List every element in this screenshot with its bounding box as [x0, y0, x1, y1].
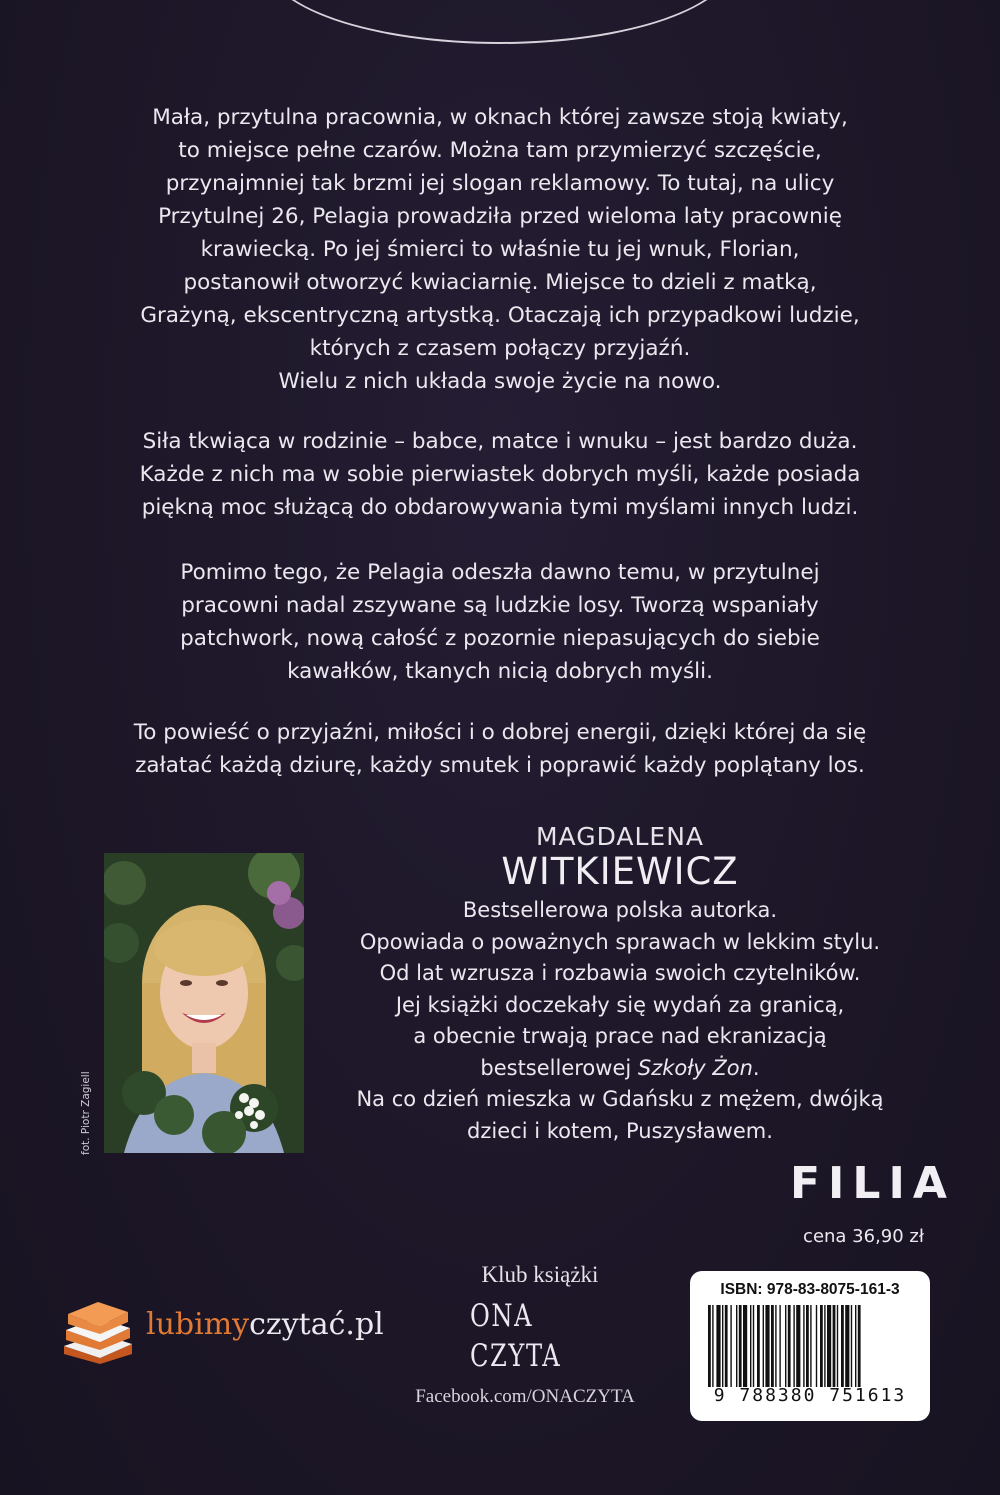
bio-line: Bestsellerowa polska autorka.	[462, 898, 778, 922]
blurb-line: przynajmniej tak brzmi jej slogan reklamowy. To tutaj, na ulicy	[165, 171, 835, 196]
blurb-paragraph-4	[60, 716, 940, 782]
lubimyczytac-logo-part2: czytać.pl	[249, 1307, 384, 1342]
barcode-bar	[779, 1305, 780, 1387]
bio-line: a obecnie trwają prace nad ekranizacją	[413, 1024, 827, 1048]
barcode-bar	[796, 1305, 800, 1387]
blurb-line: postanowił otworzyć kwiaciarnię. Miejsce to dzieli z matką,	[183, 270, 817, 295]
blurb-paragraph-1	[60, 101, 940, 398]
blurb-line: Siła tkwiąca w rodzinie – babce, matce i wnuku – jest bardzo duża.	[142, 429, 858, 454]
lubimyczytac-logo	[146, 1307, 384, 1342]
price-label: cena 36,90 zł	[803, 1226, 924, 1247]
ona-czyta-logo-line: ONA	[470, 1298, 534, 1334]
barcode-bar	[736, 1305, 737, 1387]
bio-line: Opowiada o poważnych sprawach w lekkim stylu.	[359, 929, 881, 954]
lubimyczytac-logo-part1: lubimy	[146, 1307, 250, 1342]
blurb-line: pracowni nadal zszywane są ludzkie losy. Tworzą wspaniały	[181, 593, 819, 618]
barcode-bar	[750, 1305, 751, 1387]
barcode-bar	[816, 1305, 817, 1387]
book-title-reference: Szkoły Żon	[637, 1055, 753, 1080]
barcode-bar	[743, 1305, 747, 1387]
book-club-title: Klub książki	[481, 1262, 599, 1287]
blurb-line: krawiecką. Po jej śmierci to właśnie tu jej wnuk, Florian,	[200, 237, 800, 262]
blurb-line: kawałków, tkanych nicią dobrych myśli.	[287, 659, 713, 684]
blurb-line: Przytulnej 26, Pelagia prowadziła przed wieloma laty pracownię	[158, 204, 842, 229]
barcode-bar	[763, 1305, 764, 1387]
barcode	[704, 1305, 916, 1387]
barcode-bar	[712, 1305, 713, 1387]
barcode-bar	[793, 1305, 794, 1387]
barcode-bar	[837, 1305, 838, 1387]
barcode-bar	[803, 1305, 804, 1387]
barcode-bar	[820, 1305, 823, 1387]
barcode-bar	[716, 1305, 720, 1387]
blurb-paragraph-2	[60, 425, 940, 524]
barcode-bar	[824, 1305, 825, 1387]
author-bio	[305, 895, 935, 1147]
ona-czyta-logo	[470, 1296, 564, 1376]
ona-czyta-logo-line: CZYTA	[470, 1338, 562, 1374]
bio-line: Od lat wzrusza i rozbawia swoich czytelników.	[379, 961, 861, 985]
blurb-line: patchwork, nową całość z pozornie niepasujących do siebie	[180, 626, 820, 651]
isbn-label: ISBN: 978-83-8075-161-3	[720, 1281, 900, 1298]
photo-credit: fot. Piotr Zagiell	[80, 1071, 92, 1155]
barcode-bar	[775, 1305, 776, 1387]
blurb-line: Wielu z nich układa swoje życie na nowo.	[278, 369, 722, 394]
blurb-line: piękną moc służącą do obdarowywania tymi myślami innych ludzi.	[141, 495, 859, 520]
blurb-paragraph-3	[60, 556, 940, 688]
barcode-bar	[771, 1305, 774, 1387]
barcode-bar	[725, 1305, 728, 1387]
blurb-line: Grażyną, ekscentryczną artystką. Otaczają ich przypadkowi ludzie,	[140, 303, 860, 328]
facebook-link: Facebook.com/ONACZYTA	[415, 1386, 635, 1407]
barcode-bar	[810, 1305, 811, 1387]
barcode-bar	[708, 1305, 711, 1387]
barcode-bar	[833, 1305, 836, 1387]
blurb-line: których z czasem połączy przyjaźń.	[309, 336, 691, 361]
bio-line: Jej książki doczekały się wydań za granicą,	[395, 992, 845, 1017]
isbn-barcode-box	[690, 1271, 930, 1421]
barcode-digits: 9 788380 751613	[713, 1385, 907, 1406]
blurb-line: załatać każdą dziurę, każdy smutek i poprawić każdy poplątany los.	[135, 753, 865, 778]
author-photo	[104, 853, 304, 1153]
barcode-bar	[730, 1305, 731, 1387]
blurb-line: To powieść o przyjaźni, miłości i o dobrej energii, dzięki której da się	[133, 720, 867, 745]
blurb-line: Mała, przytulna pracownia, w oknach której zawsze stoją kwiaty,	[152, 105, 848, 130]
barcode-bar	[806, 1305, 809, 1387]
barcode-bar	[845, 1305, 849, 1387]
blurb-line: Pomimo tego, że Pelagia odeszła dawno temu, w przytulnej	[180, 560, 820, 585]
barcode-bar	[827, 1305, 831, 1387]
barcode-bar	[757, 1305, 760, 1387]
barcode-bar	[855, 1305, 856, 1387]
bio-line: dzieci i kotem, Puszysławem.	[467, 1118, 773, 1143]
books-stack-icon	[60, 1302, 135, 1364]
barcode-bar	[722, 1305, 723, 1387]
bio-text: bestsellerowej	[480, 1055, 638, 1080]
decorative-ellipse	[265, 0, 734, 44]
barcode-bar	[851, 1305, 852, 1387]
author-first-name: MAGDALENA	[535, 822, 705, 851]
barcode-bar	[739, 1305, 742, 1387]
barcode-bar	[858, 1305, 861, 1387]
bio-text: .	[752, 1055, 760, 1080]
author-last-name: WITKIEWICZ	[501, 850, 739, 893]
blurb-line: to miejsce pełne czarów. Można tam przymierzyć szczęście,	[178, 138, 822, 163]
barcode-bar	[788, 1305, 791, 1387]
bio-line	[305, 1053, 935, 1085]
barcode-bar	[785, 1305, 786, 1387]
blurb-line: Każde z nich ma w sobie pierwiastek dobrych myśli, każde posiada	[139, 462, 861, 487]
barcode-bar	[753, 1305, 754, 1387]
publisher-logo: FILIA	[790, 1158, 955, 1209]
barcode-bar	[765, 1305, 769, 1387]
bio-line: Na co dzień mieszka w Gdańsku z mężem, dwójką	[356, 1087, 884, 1111]
barcode-bar	[841, 1305, 844, 1387]
